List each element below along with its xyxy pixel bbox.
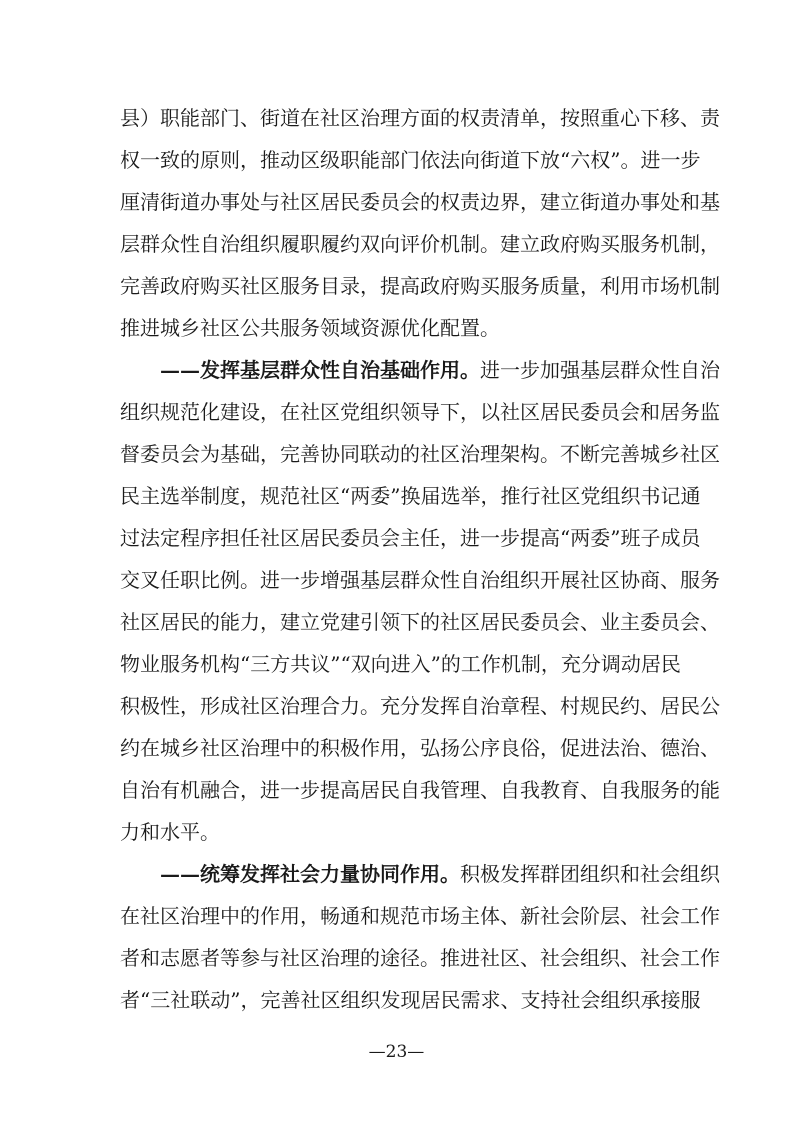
page-number: —23— bbox=[368, 1042, 425, 1062]
section-heading: ——统筹发挥社会力量协同作用。 bbox=[160, 862, 460, 886]
text-line: 县）职能部门、街道在社区治理方面的权责清单，按照重心下移、责 bbox=[120, 106, 720, 130]
text-line: 物业服务机构“三方共议”“双向进入”的工作机制，充分调动居民 bbox=[120, 652, 681, 676]
paragraph-first-line bbox=[160, 356, 720, 384]
text-line: 在社区治理中的作用，畅通和规范市场主体、新社会阶层、社会工作 bbox=[120, 904, 720, 928]
text-line: 过法定程序担任社区居民委员会主任，进一步提高“两委”班子成员 bbox=[120, 526, 701, 550]
text-line: 约在城乡社区治理中的积极作用，弘扬公序良俗，促进法治、德治、 bbox=[120, 736, 720, 760]
text-line: 交叉任职比例。进一步增强基层群众性自治组织开展社区协商、服务 bbox=[120, 568, 720, 592]
text-line: 者“三社联动”，完善社区组织发现居民需求、支持社会组织承接服 bbox=[120, 988, 701, 1012]
text-line: 督委员会为基础，完善协同联动的社区治理架构。不断完善城乡社区 bbox=[120, 442, 720, 466]
section-heading: ——发挥基层群众性自治基础作用。 bbox=[160, 358, 480, 382]
text-line: 社区居民的能力，建立党建引领下的社区居民委员会、业主委员会、 bbox=[120, 610, 720, 634]
text-line: 组织规范化建设，在社区党组织领导下，以社区居民委员会和居务监 bbox=[120, 400, 720, 424]
text-span: 进一步加强基层群众性自治 bbox=[480, 358, 720, 382]
text-line: 积极性，形成社区治理合力。充分发挥自治章程、村规民约、居民公 bbox=[120, 694, 720, 718]
text-line: 自治有机融合，进一步提高居民自我管理、自我教育、自我服务的能 bbox=[120, 778, 720, 802]
text-line: 推进城乡社区公共服务领域资源优化配置。 bbox=[120, 316, 500, 340]
text-line: 权一致的原则，推动区级职能部门依法向街道下放“六权”。进一步 bbox=[120, 148, 701, 172]
text-line: 者和志愿者等参与社区治理的途径。推进社区、社会组织、社会工作 bbox=[120, 946, 720, 970]
text-line: 民主选举制度，规范社区“两委”换届选举，推行社区党组织书记通 bbox=[120, 484, 701, 508]
text-line: 完善政府购买社区服务目录，提高政府购买服务质量，利用市场机制 bbox=[120, 274, 720, 298]
text-span: 积极发挥群团组织和社会组织 bbox=[460, 862, 720, 886]
paragraph-first-line bbox=[160, 860, 720, 888]
text-line: 厘清街道办事处与社区居民委员会的权责边界，建立街道办事处和基 bbox=[120, 190, 720, 214]
text-line: 力和水平。 bbox=[120, 820, 220, 844]
text-line: 层群众性自治组织履职履约双向评价机制。建立政府购买服务机制， bbox=[120, 232, 720, 256]
